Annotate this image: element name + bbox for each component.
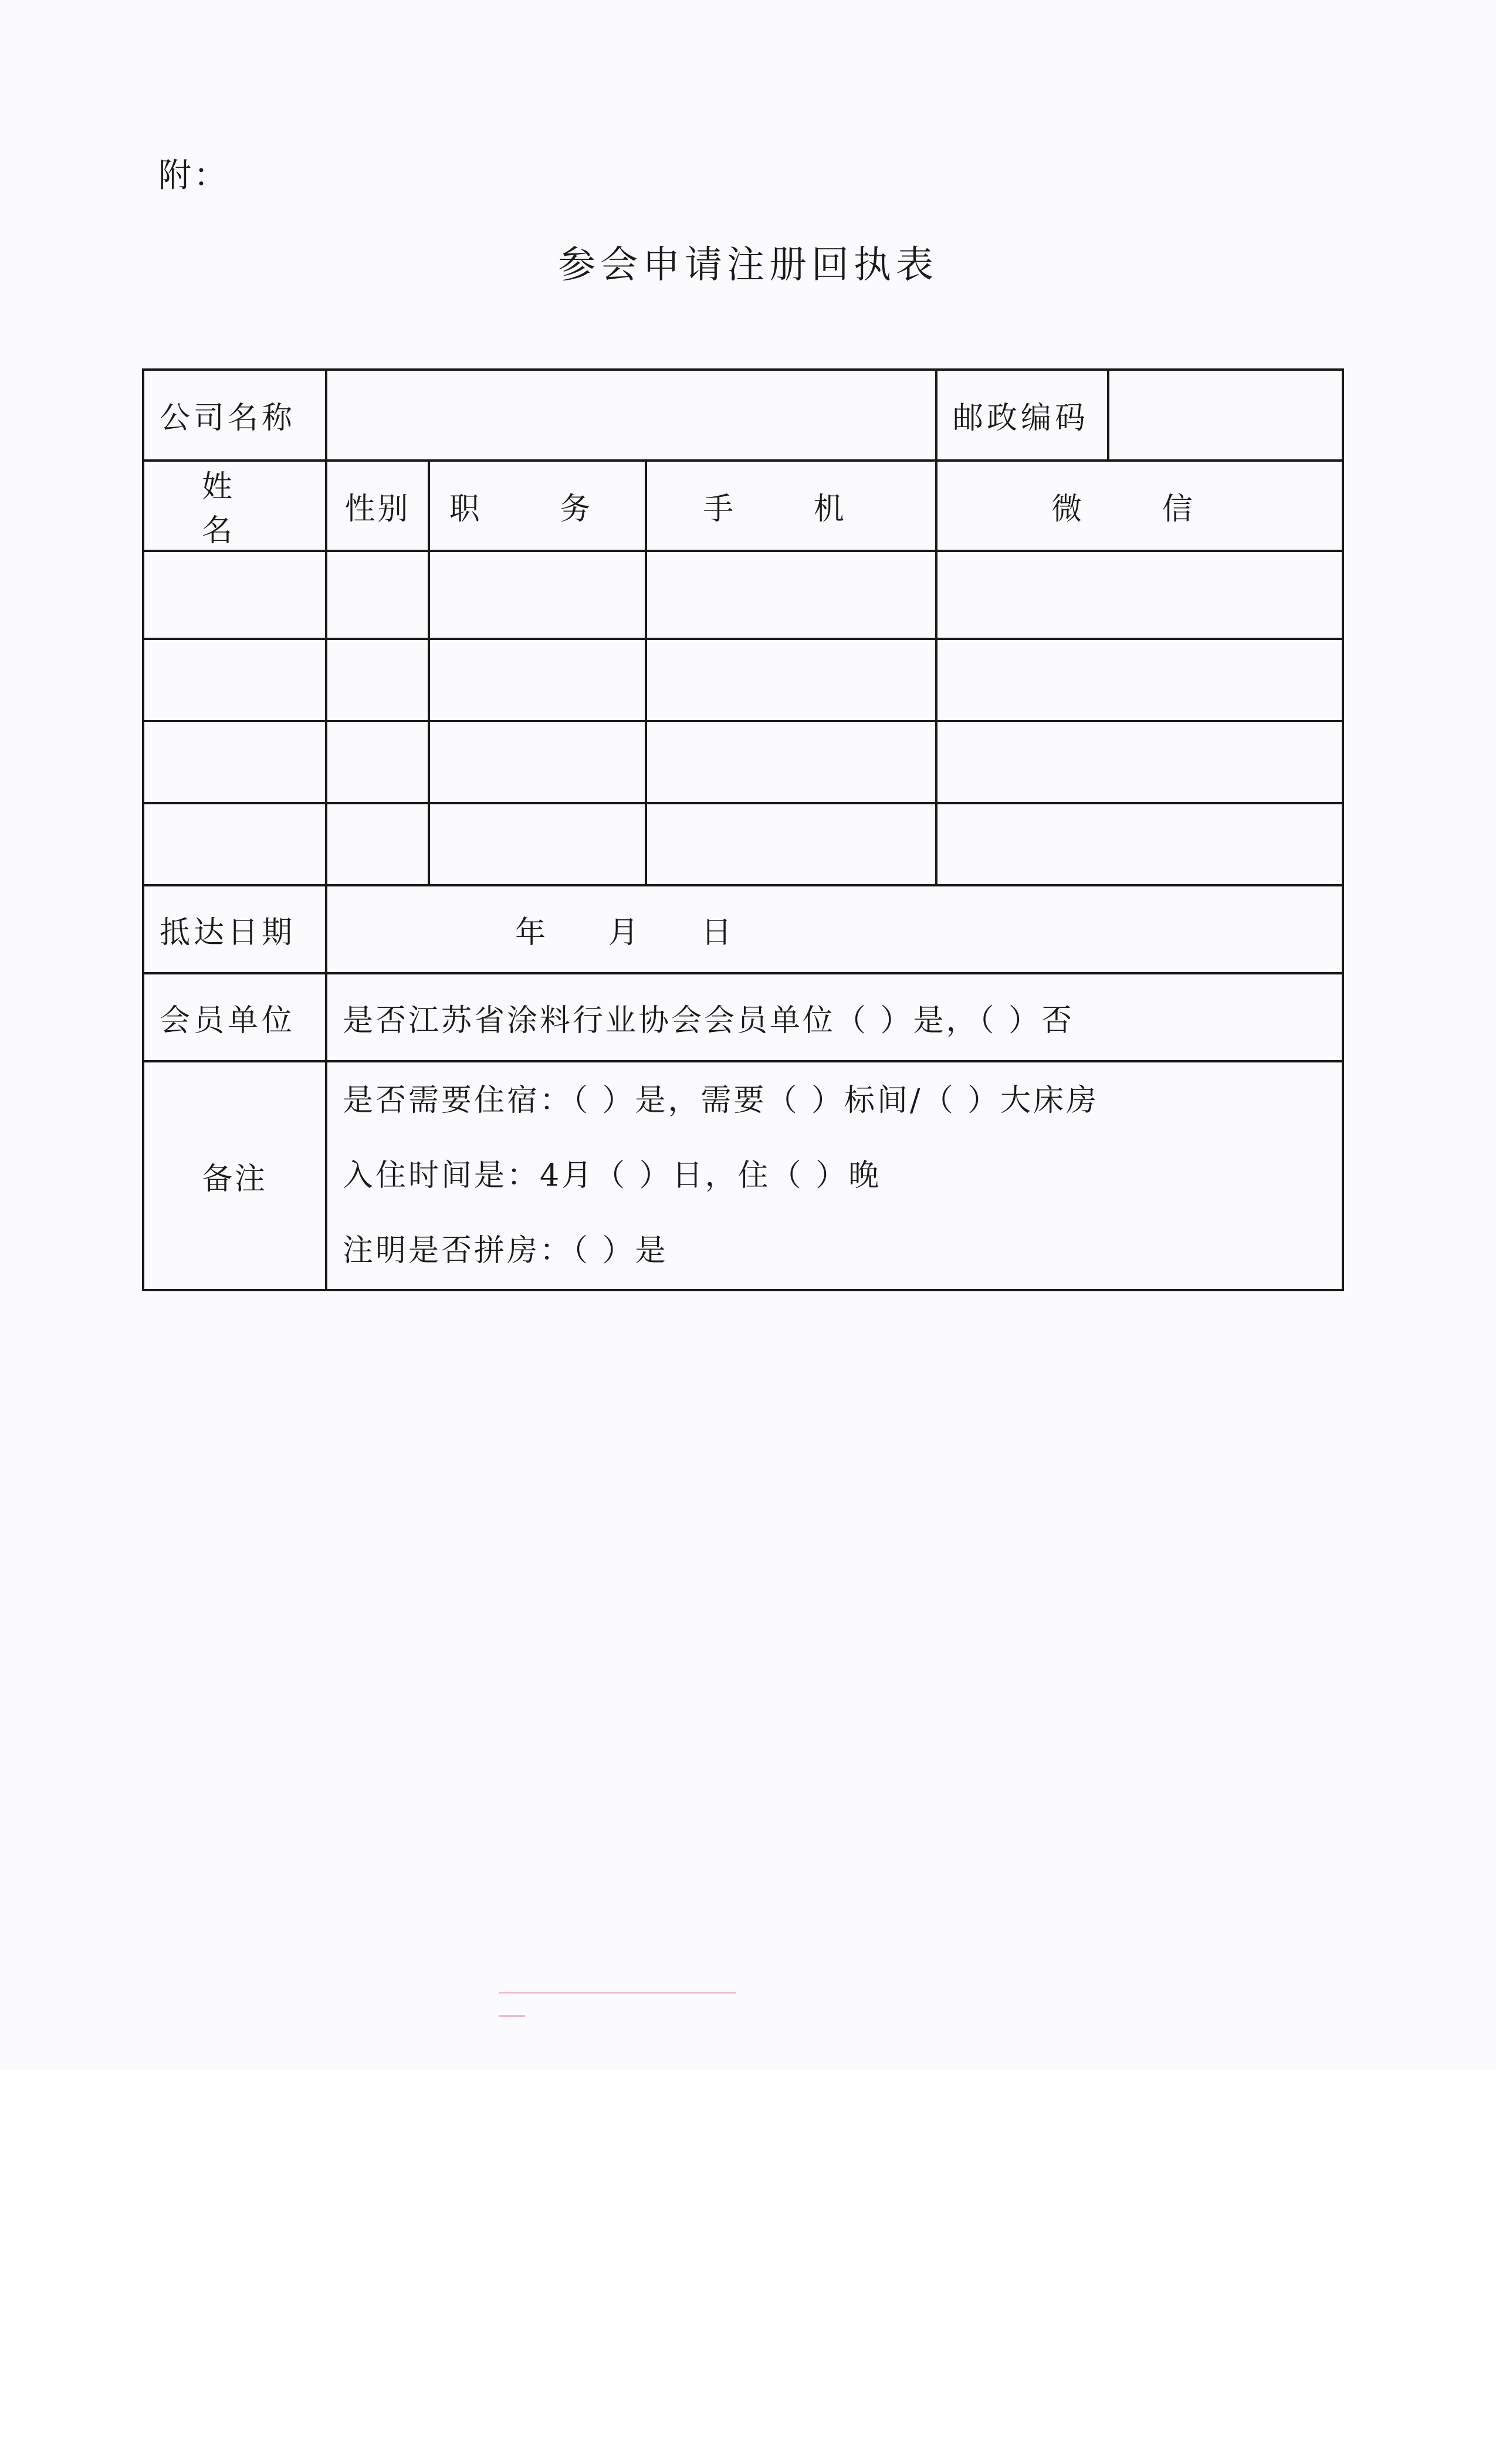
company-name-field[interactable]: [326, 370, 936, 461]
column-header-gender: 性别: [326, 461, 429, 551]
attendee-position-cell[interactable]: [429, 721, 646, 803]
attendee-name-cell[interactable]: [143, 721, 326, 803]
scan-mark-line: [499, 1992, 736, 1993]
column-header-wechat: 微 信: [936, 461, 1343, 551]
member-question[interactable]: 是否江苏省涂料行业协会会员单位（ ）是，（ ）否: [326, 973, 1343, 1061]
attendee-wechat-cell[interactable]: [936, 721, 1343, 803]
attendee-wechat-cell[interactable]: [936, 639, 1343, 721]
attendee-name-cell[interactable]: [143, 551, 326, 639]
attendee-name-cell[interactable]: [143, 803, 326, 885]
arrival-year-label: 年: [515, 915, 546, 950]
postal-code-label: 邮政编码: [936, 370, 1108, 461]
attendee-mobile-cell[interactable]: [646, 803, 936, 885]
column-header-name: 姓 名: [143, 461, 326, 551]
document-title: 参会申请注册回执表: [558, 243, 938, 287]
scan-mark-dash: [499, 2015, 525, 2017]
member-label: 会员单位: [143, 973, 326, 1061]
attendee-header-row: [143, 461, 1343, 551]
attendee-mobile-cell[interactable]: [646, 721, 936, 803]
attendee-mobile-cell[interactable]: [646, 551, 936, 639]
column-header-mobile: 手 机: [646, 461, 936, 551]
registration-form-table: [142, 368, 1344, 1291]
attendee-position-cell[interactable]: [429, 803, 646, 885]
attendee-mobile-cell[interactable]: [646, 639, 936, 721]
arrival-month-label: 月: [608, 915, 639, 950]
accommodation-question[interactable]: 是否需要住宿：（ ）是，需要（ ）标间/（ ）大床房: [343, 1083, 1099, 1118]
page-margin: [0, 2071, 1496, 2464]
notes-row: [143, 1061, 1343, 1290]
arrival-date-field[interactable]: [326, 885, 1343, 973]
company-name-label: 公司名称: [143, 370, 326, 461]
attachment-label: 附：: [158, 157, 229, 195]
attendee-gender-cell[interactable]: [326, 551, 429, 639]
attendee-name-cell[interactable]: [143, 639, 326, 721]
attendee-wechat-cell[interactable]: [936, 551, 1343, 639]
postal-code-field[interactable]: [1108, 370, 1343, 461]
arrival-date-row: [143, 885, 1343, 973]
attendee-row: [143, 551, 1343, 639]
attendee-gender-cell[interactable]: [326, 803, 429, 885]
attendee-row: [143, 639, 1343, 721]
attendee-position-cell[interactable]: [429, 551, 646, 639]
attendee-gender-cell[interactable]: [326, 639, 429, 721]
arrival-day-label: 日: [701, 915, 732, 950]
member-row: [143, 973, 1343, 1061]
company-row: [143, 370, 1343, 461]
attendee-row: [143, 803, 1343, 885]
check-in-question[interactable]: 入住时间是：4月（ ）日，住（ ）晚: [343, 1158, 882, 1193]
notes-label: 备注: [143, 1061, 326, 1290]
arrival-date-label: 抵达日期: [143, 885, 326, 973]
attendee-position-cell[interactable]: [429, 639, 646, 721]
attendee-row: [143, 721, 1343, 803]
attendee-gender-cell[interactable]: [326, 721, 429, 803]
notes-content: [326, 1061, 1343, 1290]
column-header-position: 职 务: [429, 461, 646, 551]
attendee-wechat-cell[interactable]: [936, 803, 1343, 885]
room-share-question[interactable]: 注明是否拼房：（ ）是: [343, 1233, 668, 1268]
